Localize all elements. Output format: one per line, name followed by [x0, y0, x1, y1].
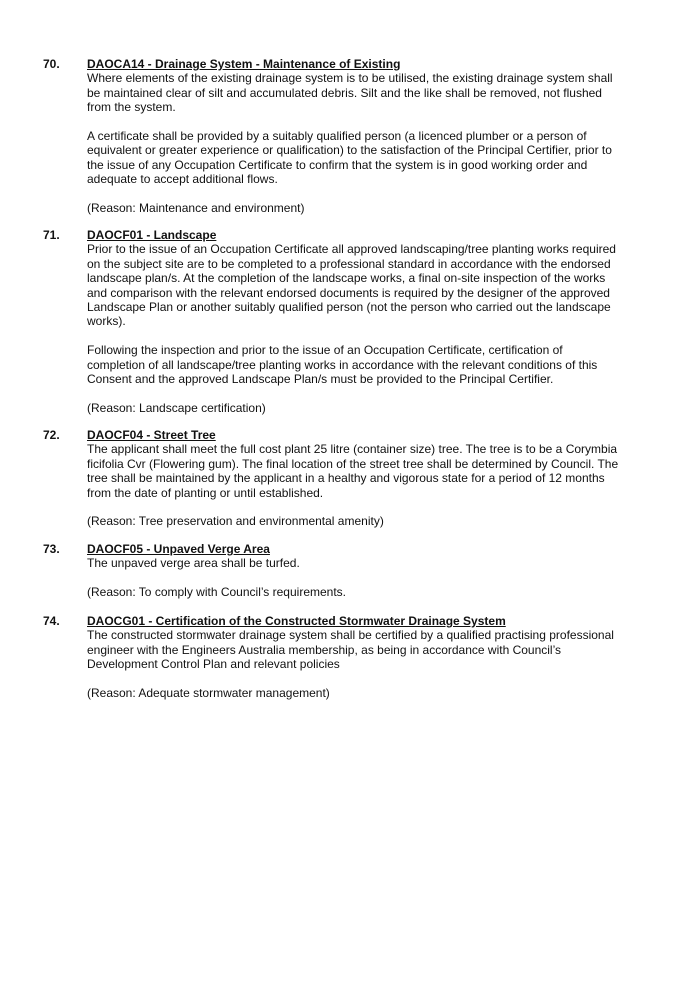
text-line: Landscape Plan or another suitably qualified person (not the person who carried out the landscape — [87, 300, 611, 315]
condition-paragraph — [87, 343, 642, 386]
text-line: from the system. — [87, 100, 176, 115]
text-line: adequate to accept additional flows. — [87, 172, 278, 187]
text-line: tree shall be maintained by the applicant in a healthy and vigorous state for a period of 12 months — [87, 471, 605, 486]
condition-title: DAOCG01 - Certification of the Constructed Stormwater Drainage System — [87, 614, 506, 628]
text-line: Prior to the issue of an Occupation Certificate all approved landscaping/tree planting works required — [87, 242, 616, 257]
condition-paragraph — [87, 129, 642, 187]
condition-paragraph — [87, 628, 642, 671]
text-line: The applicant shall meet the full cost plant 25 litre (container size) tree. The tree is to be a Corymbia — [87, 442, 618, 457]
text-line: works). — [87, 314, 126, 329]
text-line: and comparison with the relevant endorsed documents is required by the designer of the approved — [87, 285, 610, 300]
text-line: ficifolia Cvr (Flowering gum). The final location of the street tree shall be determined by Council. The — [87, 456, 619, 471]
text-line: The unpaved verge area shall be turfed. — [87, 556, 300, 571]
text-line: landscape plan/s. At the completion of the landscape works, a final on-site inspection of the works — [87, 271, 606, 286]
condition-number: 72. — [43, 428, 60, 442]
condition-paragraph — [87, 556, 642, 570]
condition-title: DAOCF05 - Unpaved Verge Area — [87, 542, 270, 556]
condition-reason: (Reason: To comply with Council’s requirements. — [87, 585, 347, 600]
text-line: The constructed stormwater drainage system shall be certified by a qualified practising professional — [87, 628, 614, 643]
condition-number: 74. — [43, 614, 60, 628]
condition-number: 71. — [43, 228, 60, 242]
text-line: be maintained clear of silt and accumulated debris. Silt and the like shall be removed, not flushed — [87, 85, 602, 100]
text-line: A certificate shall be provided by a suitably qualified person (a licenced plumber or a person of — [87, 129, 587, 144]
text-line: Following the inspection and prior to the issue of an Occupation Certificate, certification of — [87, 343, 563, 358]
condition-title: DAOCF01 - Landscape — [87, 228, 217, 242]
condition-title: DAOCF04 - Street Tree — [87, 428, 216, 442]
condition-reason: (Reason: Adequate stormwater management) — [87, 686, 330, 701]
condition-body — [87, 57, 642, 215]
condition-body — [87, 614, 642, 700]
condition-reason: (Reason: Maintenance and environment) — [87, 201, 305, 216]
condition-reason: (Reason: Tree preservation and environmental amenity) — [87, 514, 384, 529]
text-line: engineer with the Engineers Australia membership, as being in accordance with Council’s — [87, 642, 562, 657]
text-line: completion of all landscape/tree planting works in accordance with the relevant conditions of this — [87, 357, 598, 372]
text-line: Consent and the approved Landscape Plan/s must be provided to the Principal Certifier. — [87, 372, 554, 387]
condition-body — [87, 428, 642, 529]
text-line: Development Control Plan and relevant policies — [87, 657, 340, 672]
condition-body — [87, 542, 642, 600]
text-line: equivalent or greater experience or qualification) to the satisfaction of the Principal Certifier, prior to — [87, 143, 612, 158]
condition-number: 70. — [43, 57, 60, 71]
text-line: from the date of planting or until established. — [87, 485, 324, 500]
condition-reason: (Reason: Landscape certification) — [87, 400, 266, 415]
condition-body — [87, 228, 642, 415]
condition-paragraph — [87, 242, 642, 328]
text-line: the issue of any Occupation Certificate to confirm that the system is in good working order and — [87, 157, 588, 172]
text-line: Where elements of the existing drainage system is to be utilised, the existing drainage system shall — [87, 71, 613, 86]
condition-paragraph — [87, 442, 642, 500]
text-line: on the subject site are to be completed to a professional standard in accordance with the endorsed — [87, 256, 611, 271]
condition-paragraph — [87, 71, 642, 114]
condition-title: DAOCA14 - Drainage System - Maintenance of Existing — [87, 57, 401, 71]
condition-number: 73. — [43, 542, 60, 556]
